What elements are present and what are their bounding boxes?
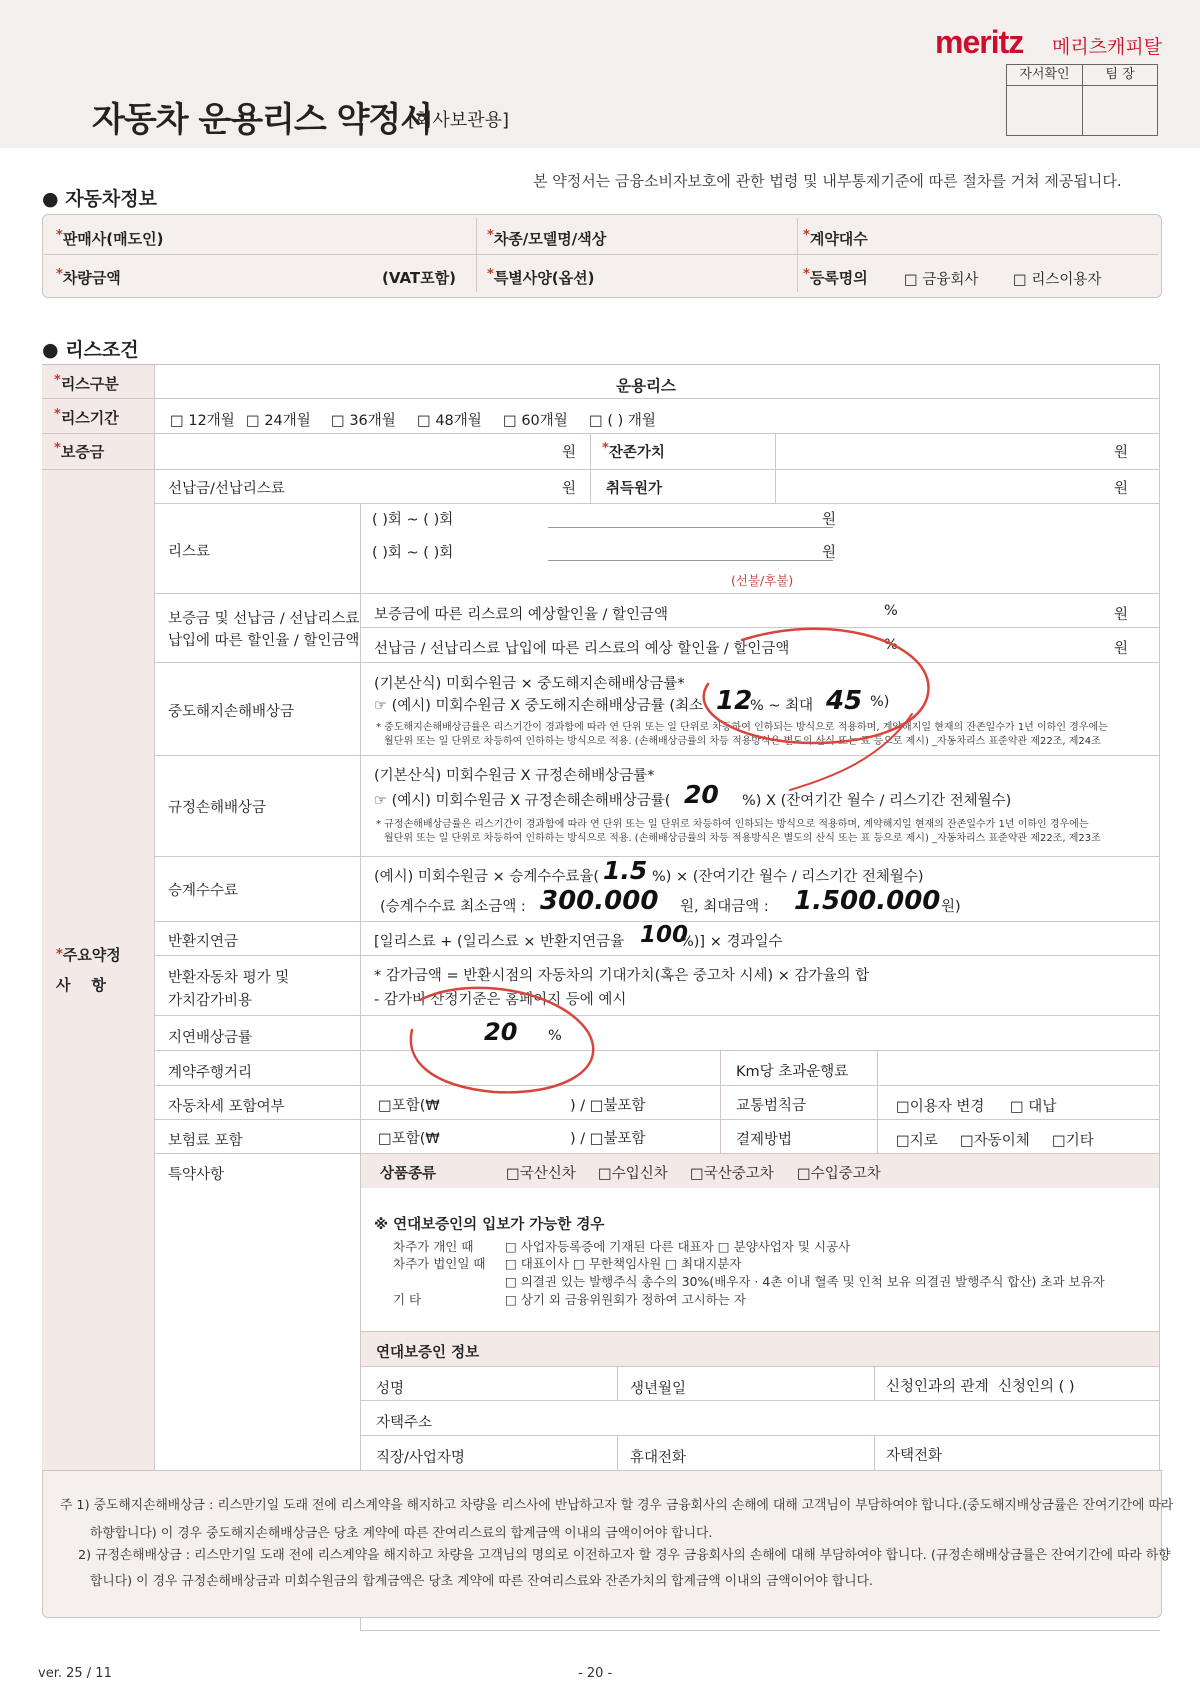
note-2-line2: 합니다) 이 경우 규정손해배상금과 미회수원금의 합계금액은 당초 계약에 따른 잔여리스료와 잔존가치의 합계금액 이내의 금액이어야 합니다. xyxy=(90,1574,873,1589)
registrant-option-finance[interactable]: □ 금융회사 xyxy=(904,272,979,288)
vat-included-label: (VAT포함) xyxy=(382,269,456,287)
prepayment-won-unit: 원 xyxy=(562,481,577,497)
traffic-fine-label: 교통범칙금 xyxy=(736,1098,807,1114)
late-return-part1: [일리스료 + (일리스료 × 반환지연금율 xyxy=(374,934,625,950)
acquisition-won-unit: 원 xyxy=(1114,481,1129,497)
special-terms-label: 특약사항 xyxy=(168,1167,225,1183)
regular-note-line1: * 규정손해배상금률은 리스기간이 경과함에 따라 연 단위 또는 일 단위로 차등하여 인하되는 방식으로 적용하며, 계약해지일 현재의 잔존일수가 1년 이하인 경우에는 xyxy=(376,819,1089,830)
guarantor-eligibility-title: ※ 연대보증인의 입보가 가능한 경우 xyxy=(374,1217,605,1233)
fine-option-pay-on-behalf[interactable]: □ 대납 xyxy=(1010,1099,1057,1115)
early-termination-label: 중도해지손해배상금 xyxy=(168,704,295,720)
guarantor-relation-label: 신청인과의 관계 xyxy=(886,1379,989,1395)
succession-max-handwritten: 1.500.000 xyxy=(794,886,941,916)
succession-rate-handwritten: 1.5 xyxy=(603,856,648,885)
insurance-exclude-option[interactable]: ) / □불포함 xyxy=(570,1131,646,1147)
payment-option-autodebit[interactable]: □자동이체 xyxy=(960,1133,1030,1149)
late-return-part2: %)] × 경과일수 xyxy=(680,934,783,950)
succession-min-handwritten: 300.000 xyxy=(540,886,659,916)
lease-period-label: *리스기간 xyxy=(54,407,119,427)
fee-timing-note: (선불/후불) xyxy=(731,573,794,588)
succession-fee-label: 승계수수료 xyxy=(168,883,239,899)
registrant-label: *등록명의 xyxy=(803,267,868,287)
page-subtitle: [회사보관용] xyxy=(408,110,509,131)
guarantor-shareholder-option[interactable]: □ 의결권 있는 발행주식 총수의 30%(배우자 · 4촌 이내 혈족 및 인척 보유 의결권 발행주식 합산) 초과 보유자 xyxy=(505,1274,1105,1289)
fee-won-unit-1: 원 xyxy=(822,512,837,528)
guarantor-relation-field[interactable]: 신청인의 ( ) xyxy=(998,1379,1075,1395)
discount-percent-1: % xyxy=(884,603,898,619)
residual-label: *잔존가치 xyxy=(602,441,665,461)
guarantor-home-phone-label: 자택전화 xyxy=(886,1448,943,1464)
early-example-part2: % ~ 최대 xyxy=(750,698,814,714)
note-2-line1: 2) 규정손해배상금 : 리스만기일 도래 전에 리스계약을 해지하고 차량을 고객님의 명의로 이전하고자 할 경우 금융회사의 손해에 대해 부담하여야 합니다. (규정손해배상금률은 잔여기간에 따라 하향 xyxy=(78,1548,1171,1563)
main-terms-label: *주요약정 사 항 xyxy=(56,946,121,994)
regular-loss-label: 규정손해배상금 xyxy=(168,800,267,816)
period-option-custom[interactable]: □ ( ) 개월 xyxy=(589,413,656,429)
guarantor-name-label: 성명 xyxy=(376,1381,405,1397)
options-label: *특별사양(옵션) xyxy=(487,267,595,287)
deposit-won-unit: 원 xyxy=(562,445,577,461)
auto-tax-include-option[interactable]: □포함(₩ xyxy=(378,1098,440,1114)
payment-option-other[interactable]: □기타 xyxy=(1052,1133,1094,1149)
product-import-new[interactable]: □수입신차 xyxy=(598,1166,668,1182)
lease-type-value: 운용리스 xyxy=(616,377,676,395)
period-option-36[interactable]: □ 36개월 xyxy=(331,413,396,429)
eval-line1: * 감가금액 = 반환시점의 자동차의 기대가치(혹은 중고차 시세) × 감가율의 합 xyxy=(374,968,870,984)
late-return-rate-handwritten: 100 xyxy=(640,922,689,948)
discount-won-1: 원 xyxy=(1114,607,1129,623)
succession-min-label: (승계수수료 최소금액 : xyxy=(380,899,526,915)
guarantor-individual-options[interactable]: □ 사업자등록증에 기재된 다른 대표자 □ 분양사업자 및 시공사 xyxy=(505,1239,851,1254)
prepayment-label: 선납금/선납리스료 xyxy=(168,481,285,497)
early-formula: (기본산식) 미회수원금 × 중도해지손해배상금률* xyxy=(374,676,685,692)
eval-label-line2: 가치감가비용 xyxy=(168,993,253,1009)
early-example-part3: %) xyxy=(870,694,890,710)
lease-fee-label: 리스료 xyxy=(168,544,211,560)
period-option-12[interactable]: □ 12개월 xyxy=(170,413,235,429)
guarantor-other-label: 기 타 xyxy=(393,1292,422,1307)
sign-col-team-lead: 팀 장 xyxy=(1083,65,1157,86)
note-1-line1: 주 1) 중도해지손해배상금 : 리스만기일 도래 전에 리스계약을 해지하고 차량을 리스사에 반납하고자 할 경우 금융회사의 손해에 대해 고객님이 부담하여야 합니다.(중도해지배상금률은 잔여기간에 따라 xyxy=(60,1498,1174,1513)
eval-line2: - 감가비 산정기준은 홈페이지 등에 예시 xyxy=(374,992,627,1008)
succession-example-part2: %) × (잔여기간 월수 / 리스기간 전체월수) xyxy=(652,869,924,885)
sign-col-self-confirm: 자서확인 xyxy=(1007,65,1083,86)
guarantor-corporate-label: 차주가 법인일 때 xyxy=(393,1256,486,1271)
residual-won-unit: 원 xyxy=(1114,445,1129,461)
succession-max-label: 원, 최대금액 : xyxy=(680,899,769,915)
guarantor-corporate-options[interactable]: □ 대표이사 □ 무한책임사원 □ 최대지분자 xyxy=(505,1256,742,1271)
discount-won-2: 원 xyxy=(1114,641,1129,657)
lease-fee-row-1[interactable]: ( )회 ~ ( )회 xyxy=(372,512,454,528)
regular-formula: (기본산식) 미회수원금 X 규정손해배상금률* xyxy=(374,768,655,784)
section-lease-conditions: ● 리스조건 xyxy=(42,339,139,361)
company-logo-korean: 메리츠캐피탈 xyxy=(1052,36,1163,58)
lease-fee-row-2[interactable]: ( )회 ~ ( )회 xyxy=(372,545,454,561)
page-number: - 20 - xyxy=(578,1666,613,1681)
insurance-label: 보험료 포함 xyxy=(168,1133,243,1149)
section-vehicle-info: ● 자동차정보 xyxy=(42,188,157,210)
guarantor-mobile-label: 휴대전화 xyxy=(630,1450,687,1466)
consumer-protection-notice: 본 약정서는 금융소비자보호에 관한 법령 및 내부통제기준에 따른 절차를 거쳐 제공됩니다. xyxy=(533,172,1122,190)
product-domestic-new[interactable]: □국산신차 xyxy=(506,1166,576,1182)
guarantor-address-label: 자택주소 xyxy=(376,1415,433,1431)
guarantor-workplace-label: 직장/사업자명 xyxy=(376,1450,465,1466)
early-note-line1: * 중도해지손해배상금률은 리스기간이 경과함에 따라 연 단위 또는 일 단위로 차등하여 인하되는 방식으로 적용하며, 계약해지일 현재의 잔존일수가 1년 이하인 경우에는 xyxy=(376,722,1108,733)
regular-note-line2: 월단위 또는 일 단위로 차등하여 인하하는 방식으로 적용. (손해배상금률의 차등 적용방식은 별도의 산식 또는 표 등으로 제시) _자동차리스 표준약관 제22조, 제23조 xyxy=(384,833,1101,844)
acquisition-cost-label: 취득원가 xyxy=(606,481,663,497)
period-option-24[interactable]: □ 24개월 xyxy=(246,413,311,429)
guarantor-other-option[interactable]: □ 상기 외 금융위원회가 정하여 고시하는 자 xyxy=(505,1292,746,1307)
version-label: ver. 25 / 11 xyxy=(38,1666,112,1681)
period-option-60[interactable]: □ 60개월 xyxy=(503,413,568,429)
fine-option-change-user[interactable]: □이용자 변경 xyxy=(896,1099,985,1115)
page-title: 자동차 운용리스 약정서 xyxy=(92,100,433,140)
period-option-48[interactable]: □ 48개월 xyxy=(417,413,482,429)
insurance-include-option[interactable]: □포함(₩ xyxy=(378,1131,440,1147)
delay-rate-handwritten: 20 xyxy=(484,1018,518,1046)
product-domestic-used[interactable]: □국산중고차 xyxy=(690,1166,774,1182)
regular-example-part1: ☞ (예시) 미회수원금 X 규정손해손해배상금률( xyxy=(374,793,671,809)
payment-option-giro[interactable]: □지로 xyxy=(896,1133,938,1149)
guarantor-birth-label: 생년월일 xyxy=(630,1381,687,1397)
product-type-label: 상품종류 xyxy=(380,1166,437,1182)
early-note-line2: 월단위 또는 일 단위로 차등하여 인하하는 방식으로 적용. (손해배상금률의 차등 적용방식은 별도의 산식 또는 표 등으로 제시) _자동차리스 표준약관 제22조, 제24조 xyxy=(384,736,1101,747)
deposit-label: *보증금 xyxy=(54,441,105,461)
seller-label: *판매사(매도인) xyxy=(56,228,164,248)
contract-count-label: *계약대수 xyxy=(803,228,868,248)
model-label: *차종/모델명/색상 xyxy=(487,228,607,248)
succession-max-unit: 원) xyxy=(941,899,961,915)
delay-rate-label: 지연배상금률 xyxy=(168,1030,253,1046)
delay-rate-percent: % xyxy=(548,1028,562,1044)
product-import-used[interactable]: □수입중고차 xyxy=(797,1166,881,1182)
early-min-rate-handwritten: 12 xyxy=(716,686,753,716)
late-return-label: 반환지연금 xyxy=(168,934,239,950)
guarantor-info-title: 연대보증인 정보 xyxy=(376,1345,480,1361)
discount-label-line1: 보증금 및 선납금 / 선납리스료 xyxy=(168,611,360,627)
early-max-rate-handwritten: 45 xyxy=(826,686,863,716)
registrant-option-lessee[interactable]: □ 리스이용자 xyxy=(1013,272,1102,288)
early-example-part1: ☞ (예시) 미회수원금 X 중도해지손해배상금률 (최소 xyxy=(374,698,704,714)
km-excess-fee-label: Km당 초과운행료 xyxy=(736,1064,849,1080)
discount-row-deposit: 보증금에 따른 리스료의 예상할인율 / 할인금액 xyxy=(374,607,669,623)
auto-tax-label: 자동차세 포함여부 xyxy=(168,1099,285,1115)
succession-example-part1: (예시) 미회수원금 × 승계수수료율( xyxy=(374,869,600,885)
regular-rate-handwritten: 20 xyxy=(684,780,719,809)
company-logo: meritz xyxy=(935,24,1024,60)
guarantor-individual-label: 차주가 개인 때 xyxy=(393,1239,474,1254)
discount-label-line2: 납입에 따른 할인율 / 할인금액 xyxy=(168,633,360,649)
regular-example-part2: %) X (잔여기간 월수 / 리스기간 전체월수) xyxy=(742,793,1012,809)
discount-percent-2: % xyxy=(884,637,898,653)
discount-row-prepay: 선납금 / 선납리스료 납입에 따른 리스료의 예상 할인율 / 할인금액 xyxy=(374,641,790,657)
note-1-line2: 하향합니다) 이 경우 중도해지손해배상금은 당초 계약에 따른 잔여리스료의 합계금액 이내의 금액이어야 합니다. xyxy=(90,1526,713,1541)
vehicle-price-label: *차량금액 xyxy=(56,267,121,287)
lease-type-label: *리스구분 xyxy=(54,373,119,393)
payment-method-label: 결제방법 xyxy=(736,1132,793,1148)
fee-won-unit-2: 원 xyxy=(822,545,837,561)
eval-label-line1: 반환자동차 평가 및 xyxy=(168,970,290,986)
mileage-label: 계약주행거리 xyxy=(168,1065,253,1081)
auto-tax-exclude-option[interactable]: ) / □불포함 xyxy=(570,1098,646,1114)
